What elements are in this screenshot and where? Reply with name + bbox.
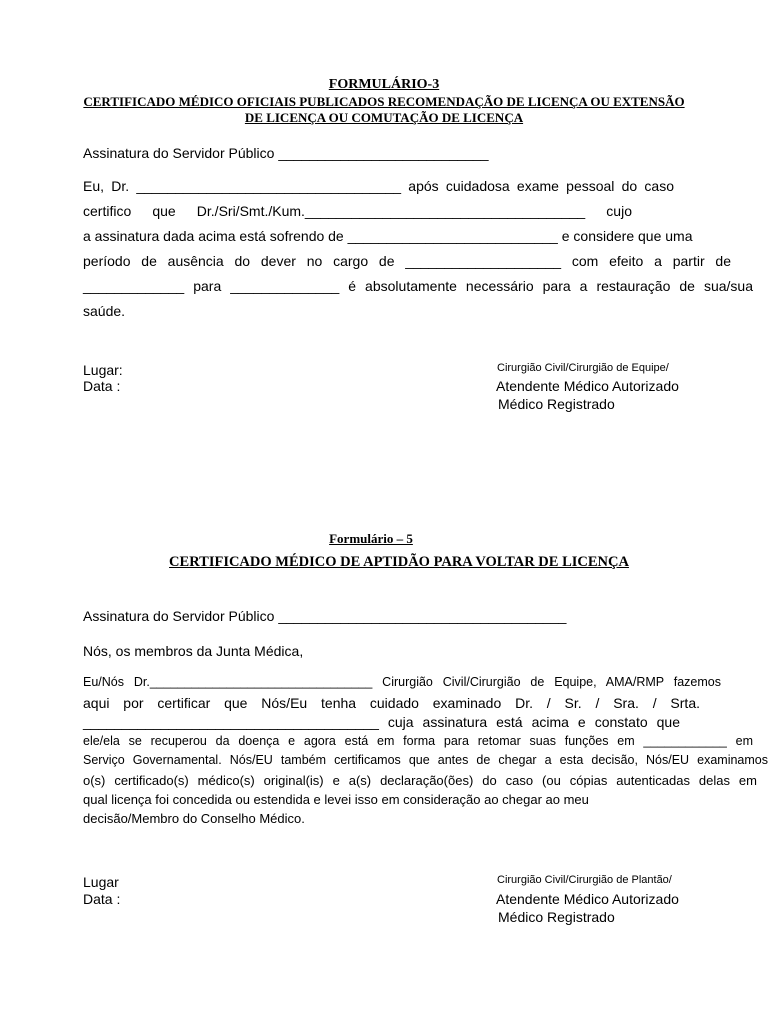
form5-body-line-2: ______________________________________ cuja assinatura está acima e constato que [83,714,680,730]
form3-body-line-6: saúde. [83,303,126,319]
form3-signatory-line3: Médico Registrado [498,396,615,412]
form5-body-line-5: o(s) certificado(s) médico(s) original(is) e a(s) declaração(ões) do caso (ou cópias autenticadas delas em [83,773,757,788]
form5-title: CERTIFICADO MÉDICO DE APTIDÃO PARA VOLTAR DE LICENÇA [169,554,629,570]
form5-body-line-7: decisão/Membro do Conselho Médico. [83,811,305,826]
form5-body-line-4: Serviço Governamental. Nós/EU também certificamos que antes de chegar a esta decisão, Nós/EU examinamos [83,753,768,767]
form5-heading: Formulário – 5 [329,531,413,546]
form3-body-line-2: certifico que Dr./Sri/Smt./Kum.____________________________________ cujo [83,203,632,219]
form3-body-line-5: _____________ para ______________ é absolutamente necessário para a restauração de sua/sua [83,278,753,294]
form5-body-intro: Eu/Nós Dr.________________________________ Cirurgião Civil/Cirurgião de Equipe, AMA/RMP fazemos [83,675,721,689]
form3-title-line1: CERTIFICADO MÉDICO OFICIAIS PUBLICADOS RECOMENDAÇÃO DE LICENÇA OU EXTENSÃO [83,94,685,109]
form3-heading: FORMULÁRIO-3 [328,77,440,92]
form3-date-label: Data : [83,378,121,394]
form5-body-line-6: qual licença foi concedida ou estendida e levei isso em consideração ao chegar ao meu [83,792,589,807]
form5-body-line-1: aqui por certificar que Nós/Eu tenha cuidado examinado Dr. / Sr. / Sra. / Srta. [83,695,700,711]
form3-place-label: Lugar: [83,362,123,378]
form3-signatory-role: Cirurgião Civil/Cirurgião de Equipe/ [497,362,669,374]
form3-signature-line: Assinatura do Servidor Público ___________________________ [83,145,489,161]
form3-title-line2: DE LICENÇA OU COMUTAÇÃO DE LICENÇA [244,110,524,125]
form5-date-label: Data : [83,891,121,907]
form5-members-line: Nós, os membros da Junta Médica, [83,643,304,659]
form3-body-line-3: a assinatura dada acima está sofrendo de ___________________________ e considere que uma [83,228,693,244]
form5-signature-line: Assinatura do Servidor Público _____________________________________ [83,608,567,624]
form5-signatory-line2: Atendente Médico Autorizado [496,891,679,907]
form5-signatory-role: Cirurgião Civil/Cirurgião de Plantão/ [497,874,672,886]
form5-signatory-line3: Médico Registrado [498,909,615,925]
form3-body-line-1: Eu, Dr. __________________________________ após cuidadosa exame pessoal do caso [83,178,674,194]
form3-body-line-4: período de ausência do dever no cargo de ____________________ com efeito a partir de [83,253,731,269]
form5-body-line-3: ele/ela se recuperou da doença e agora está em forma para retomar suas funções em ____________ em [83,734,753,748]
form3-signatory-line2: Atendente Médico Autorizado [496,378,679,394]
form5-place-label: Lugar [83,874,119,890]
